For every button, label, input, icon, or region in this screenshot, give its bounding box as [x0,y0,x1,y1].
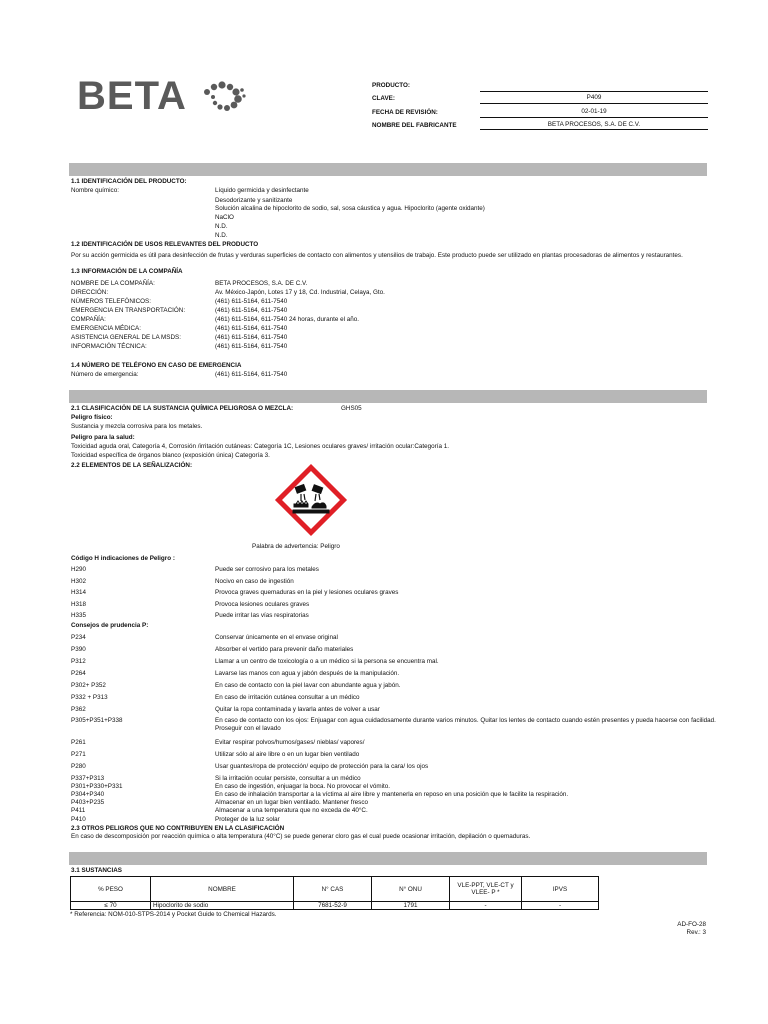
p-code: P305+P351+P338 [71,717,123,724]
nombre-value-2: Solución alcalina de hipoclorito de sodio, sal, sosa cáustica y agua. Hipoclorito (agente oxidante) [215,205,485,212]
producto-line [480,91,708,92]
logo-text: BETA [77,74,187,118]
h-text: Provoca graves quemaduras en la piel y lesiones oculares graves [215,589,399,596]
section-3-bar [69,852,707,865]
p-code: P280 [71,763,86,770]
p-text: Proseguir con el lavado [215,725,281,732]
p-text: En caso de inhalación transportar a la víctima al aire libre y mantenerla en reposo en una posición que le facilite la respiración. [215,791,569,798]
p-text: Absorber el vertido para prevenir daño materiales [215,646,354,653]
company-value: BETA PROCESOS, S.A. DE C.V. [215,280,308,287]
company-label: NÚMEROS TELEFÓNICOS: [71,298,152,305]
p-code: P411 [71,807,86,814]
producto-label: PRODUCTO: [372,82,411,89]
p-title: Consejos de prudencia P: [71,622,149,629]
referencia-note: * Referencia: NOM-010-STPS-2014 y Pocket Guide to Chemical Hazards. [70,911,277,918]
nombre-value-5: N.D. [215,232,228,239]
s13-title: 1.3 INFORMACIÓN DE LA COMPAÑÍA [71,268,183,275]
company-value: (461) 611-5164, 611-7540 [215,334,288,341]
p-code: P264 [71,670,86,677]
p-text: Almacenar a una temperatura que no exceda de 40°C. [215,807,368,814]
salud-text-2: Toxicidad específica de órganos blanco (exposición única) Categoría 3. [71,452,270,459]
company-label: EMERGENCIA MÉDICA: [71,325,141,332]
header-nombre: NOMBRE [151,877,294,902]
p-text: Usar guantes/ropa de protección/ equipo de protección para la cara/ los ojos [215,763,429,770]
h-text: Provoca lesiones oculares graves [215,601,310,608]
fabricante-line [480,129,708,130]
clave-line [480,103,708,104]
header-onu: N° ONU [372,877,450,902]
nombre-value-1: Desodorizante y sanitizante [215,197,293,204]
substances-table [70,876,599,910]
table-row [71,902,599,910]
s22-title: 2.2 ELEMENTOS DE LA SEÑALIZACIÓN: [71,462,193,469]
section-2-bar [69,390,707,403]
p-code: P301+P330+P331 [71,783,123,790]
footer-rev: Rev.: 3 [686,929,706,936]
nombre-value-3: NaClO [215,214,234,221]
company-label: INFORMACIÓN TÉCNICA: [71,343,147,350]
p-code: P302+ P352 [71,682,106,689]
p-text: Llamar a un centro de toxicología o a un médico si la persona se encuentra mal. [215,658,439,665]
h-text: Puede irritar las vías respiratorias [215,612,309,619]
p-text: Evitar respirar polvos/humos/gases/ nieblas/ vapores/ [215,739,365,746]
fecha-value: 02-01-19 [581,108,607,115]
header-peso: % PESO [71,877,151,902]
p-code: P390 [71,646,86,653]
nombre-value-4: N.D. [215,223,228,230]
nombre-quimico-label: Nombre químico: [71,187,119,194]
p-code: P403+P235 [71,799,105,806]
logo-dots-icon [201,78,247,112]
p-code: P362 [71,706,86,713]
cell-cas: 7681-52-9 [294,902,372,910]
corrosion-pictogram-icon [274,463,348,537]
header-vle: VLE-PPT, VLE-CT y VLEE- P * [450,877,522,902]
company-value: (461) 611-5164, 611-7540 [215,343,288,350]
palabra-advertencia: Palabra de advertencia: Peligro [252,543,340,550]
h-code: H290 [71,566,87,573]
p-text: En caso de irritación cutánea consultar a un médico [215,694,360,701]
s23-title: 2.3 OTROS PELIGROS QUE NO CONTRIBUYEN EN LA CLASIFICACIÓN [71,825,285,832]
p-text: Proteger de la luz solar [215,816,280,823]
p-text: Almacenar en un lugar bien ventilado. Mantener fresco [215,799,368,806]
p-code: P304+P340 [71,791,105,798]
p-text: Quitar la ropa contaminada y lavarla antes de volver a usar [215,706,380,713]
company-label: DIRECCIÓN: [71,289,109,296]
h-code: H335 [71,612,87,619]
company-label: EMERGENCIA EN TRANSPORTACIÓN: [71,307,186,314]
cell-nombre: Hipoclorito de sodio [151,902,294,910]
otros-text: En caso de descomposición por reacción química o alta temperatura (40°C) se puede generar cloro gas el cual puede ocasionar irritación, depilación o quemaduras. [71,833,531,840]
p-code: P234 [71,634,86,641]
h-code: H318 [71,601,87,608]
h-text: Puede ser corrosivo para los metales [215,566,319,573]
cell-peso: ≤ 70 [71,902,151,910]
clave-label: CLAVE: [372,95,395,102]
p-code: P271 [71,751,86,758]
fecha-label: FECHA DE REVISIÓN: [372,109,438,116]
company-value: (461) 611-5164, 611-7540 [215,298,288,305]
p-text: Conservar únicamente en el envase original [215,634,338,641]
fabricante-value: BETA PROCESOS, S.A. DE C.V. [547,121,641,128]
company-value: (461) 611-5164, 611-7540 [215,325,288,332]
ghs-code: GHS05 [341,405,362,412]
s12-title: 1.2 IDENTIFICACIÓN DE USOS RELEVANTES DEL PRODUCTO [71,241,259,248]
s14-title: 1.4 NÚMERO DE TELÉFONO EN CASO DE EMERGENCIA [71,362,242,369]
h-code: H302 [71,578,87,585]
p-text: En caso de contacto con la piel lavar con abundante agua y jabón. [215,682,401,689]
fecha-line [480,117,708,118]
p-text: Si la irritación ocular persiste, consultar a un médico [215,775,361,782]
emergencia-value: (461) 611-5164, 611-7540 [215,371,288,378]
cell-ipvs: - [522,902,599,910]
clave-value: P409 [586,94,602,101]
h-text: Nocivo en caso de ingestión [215,578,294,585]
p-text: En caso de contacto con los ojos: Enjuagar con agua cuidadosamente durante varios minutos. Quitar los lentes de contacto cuando estén presentes y pueda hacerse con facilidad. [215,717,716,724]
company-value: (461) 611-5164, 611-7540 [215,307,288,314]
cell-vle: - [450,902,522,910]
header-ipvs: IPVS [522,877,599,902]
p-code: P312 [71,658,86,665]
h-code: H314 [71,589,87,596]
s11-title: 1.1 IDENTIFICACIÓN DEL PRODUCTO: [71,178,187,185]
p-text: En caso de ingestión, enjuagar la boca. No provocar el vómito. [215,783,391,790]
h-title: Código H indicaciones de Peligro : [71,555,175,562]
emergencia-label: Número de emergencia: [71,371,139,378]
p-code: P332 + P313 [71,694,108,701]
beta-logo [77,76,247,116]
company-value: Av. México-Japón, Lotes 17 y 18, Cd. Industrial, Celaya, Gto. [215,289,385,296]
salud-text-1: Toxicidad aguda oral, Categoría 4, Corrosión /irritación cutáneas: Categoría 1C, Lesiones oculares graves/ irritación ocular:Categoría 1. [71,443,450,450]
s21-title: 2.1 CLASIFICACIÓN DE LA SUSTANCIA QUÍMICA PELIGROSA O MEZCLA: [71,405,294,412]
table-header-row [71,877,599,902]
company-value: (461) 611-5164, 611-7540 24 horas, durante el año. [215,316,360,323]
p-code: P261 [71,739,86,746]
salud-title: Peligro para la salud: [71,434,135,441]
cell-onu: 1791 [372,902,450,910]
p-code: P337+P313 [71,775,105,782]
header-cas: N° CAS [294,877,372,902]
company-label: NOMBRE DE LA COMPAÑÍA: [71,280,155,287]
p-text: Utilizar sólo al aire libre o en un lugar bien ventilado [215,751,360,758]
p-text: Lavarse las manos con agua y jabón después de la manipulación. [215,670,400,677]
nombre-value-0: Líquido germicida y desinfectante [215,187,309,194]
fabricante-label: NOMBRE DEL FABRICANTE [372,122,457,129]
fisico-title: Peligro físico: [71,414,113,421]
fisico-text: Sustancia y mezcla corrosiva para los metales. [71,423,203,430]
footer-code: AD-FO-28 [677,921,706,928]
usos-text: Por su acción germicida es útil para desinfección de frutas y verduras superficies de contacto con alimentos y utensilios de trabajo. Este producto puede ser utilizado en plantas procesadoras de alimentos y restaurantes. [71,252,683,259]
section-1-bar [69,163,707,176]
company-label: COMPAÑÍA: [71,316,106,323]
company-label: ASISTENCIA GENERAL DE LA MSDS: [71,334,181,341]
p-code: P410 [71,816,86,823]
s31-title: 3.1 SUSTANCIAS [71,867,122,874]
